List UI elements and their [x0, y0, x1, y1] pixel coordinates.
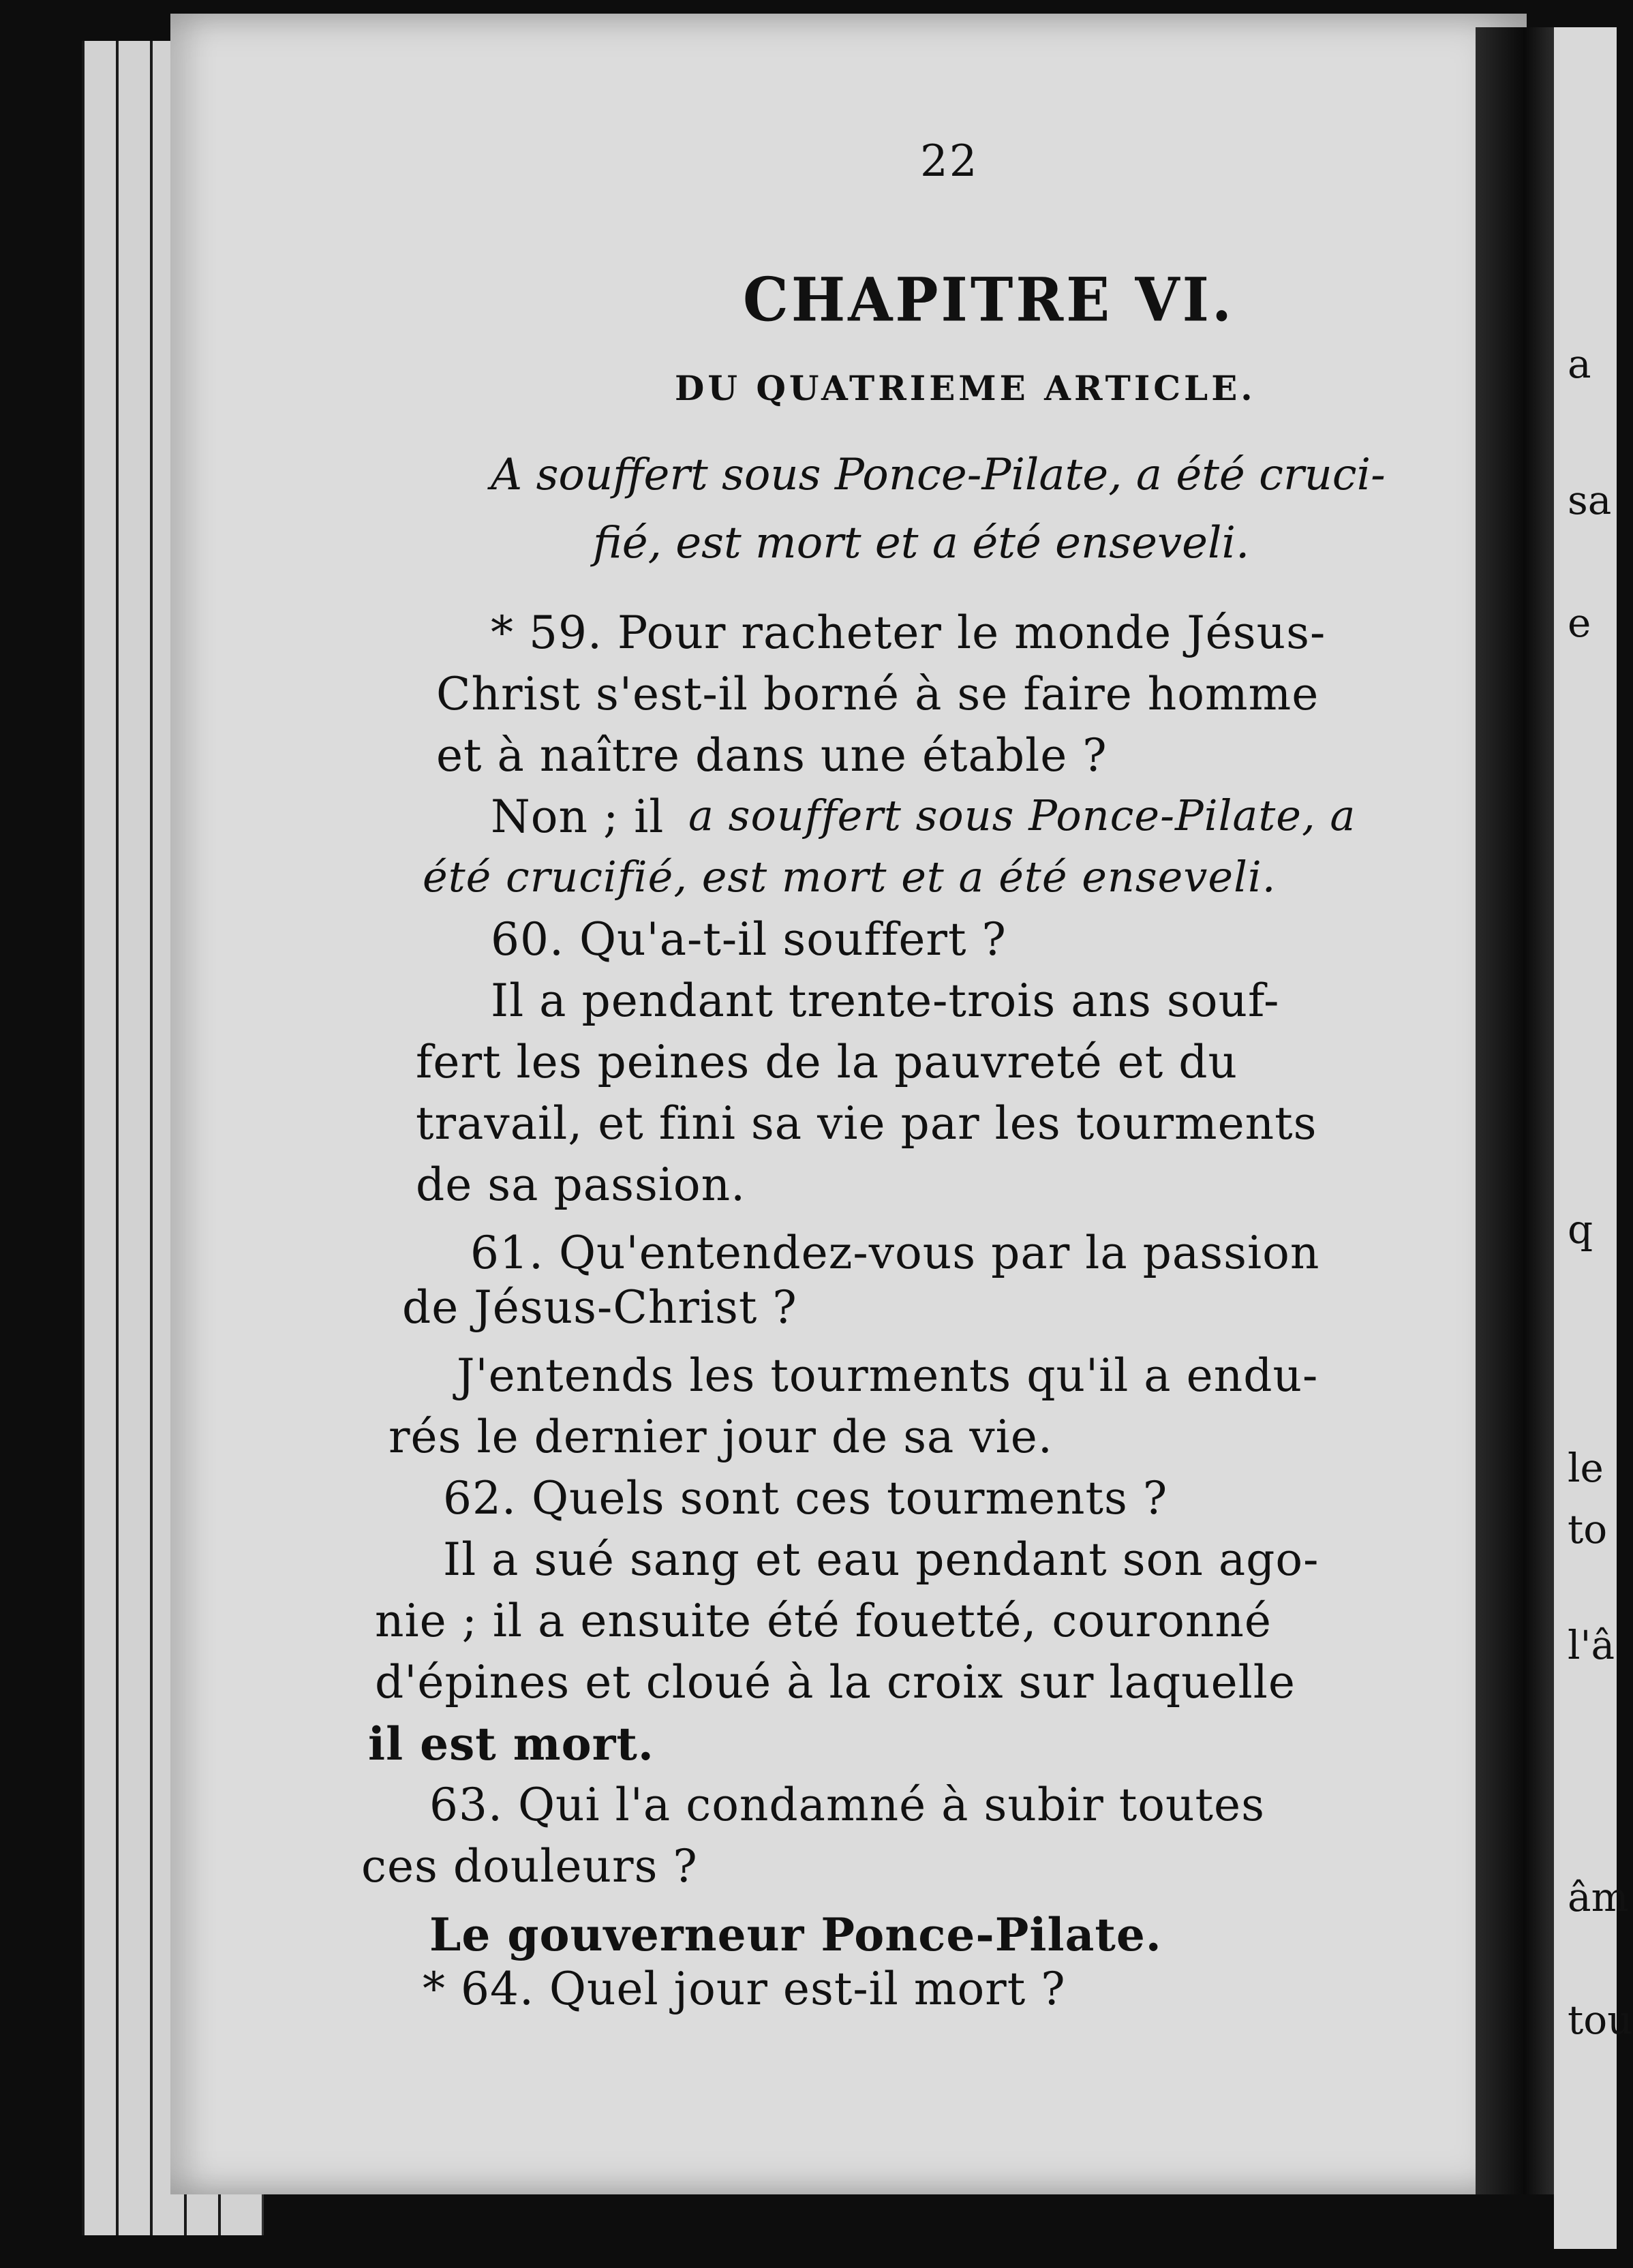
question-64: * 64. Quel jour est-il mort ? — [423, 1963, 1066, 2015]
next-page-fragment: e — [1568, 600, 1591, 646]
question-60: 60. Qu'a-t-il souffert ? — [491, 913, 1007, 966]
text-line: * 59. Pour racheter le monde Jésus- — [491, 607, 1326, 659]
next-page-edge — [1554, 27, 1633, 2249]
text-line: Non ; il — [491, 791, 665, 843]
text-line: d'épines et cloué à la croix sur laquelle — [375, 1656, 1296, 1708]
book-gutter — [1476, 27, 1557, 2194]
text-line: et à naître dans une étable ? — [436, 729, 1108, 782]
text-line: nie ; il a ensuite été fouetté, couronné — [375, 1595, 1272, 1647]
next-page-fragment: âm — [1568, 1874, 1629, 1920]
next-page-fragment: tou — [1568, 1997, 1633, 2043]
text-line: ces douleurs ? — [361, 1840, 698, 1892]
question-62: 62. Quels sont ces tourments ? — [443, 1472, 1168, 1524]
text-line: rés le dernier jour de sa vie. — [388, 1411, 1053, 1463]
next-page-fragment: a — [1568, 341, 1591, 387]
next-page-fragment: le — [1568, 1445, 1604, 1491]
book-page — [170, 14, 1527, 2194]
next-page-fragment: l'â — [1568, 1622, 1615, 1668]
text-line: Il a pendant trente-trois ans souf- — [491, 975, 1280, 1027]
next-page-fragment: q — [1568, 1206, 1593, 1253]
chapter-title: CHAPITRE VI. — [743, 264, 1235, 335]
text-line: de Jésus-Christ ? — [402, 1281, 797, 1334]
text-line: travail, et fini sa vie par les tourments — [416, 1097, 1317, 1150]
question-61: 61. Qu'entendez-vous par la passion — [470, 1227, 1320, 1279]
epigraph-line: fié, est mort et a été enseveli. — [593, 518, 1250, 568]
answer-63: Le gouverneur Ponce-Pilate. — [429, 1908, 1162, 1961]
next-page-fragment: to — [1568, 1506, 1608, 1552]
text-line: fert les peines de la pauvreté et du — [416, 1036, 1238, 1088]
next-page-fragment: sa — [1568, 477, 1612, 523]
epigraph-line: A souffert sous Ponce-Pilate, a été cruci- — [491, 450, 1386, 500]
question-63: 63. Qui l'a condamné à subir toutes — [429, 1779, 1265, 1831]
article-title: DU QUATRIEME ARTICLE. — [675, 368, 1256, 408]
text-line-italic: a souffert sous Ponce-Pilate, a — [688, 791, 1356, 840]
text-line: Christ s'est-il borné à se faire homme — [436, 668, 1319, 720]
text-line: J'entends les tourments qu'il a endu- — [457, 1349, 1319, 1402]
page-number: 22 — [920, 136, 979, 187]
text-line-italic: été crucifié, est mort et a été enseveli. — [423, 852, 1277, 902]
text-line: il est mort. — [368, 1717, 654, 1771]
text-line: de sa passion. — [416, 1159, 746, 1211]
text-line: Il a sué sang et eau pendant son ago- — [443, 1533, 1319, 1586]
